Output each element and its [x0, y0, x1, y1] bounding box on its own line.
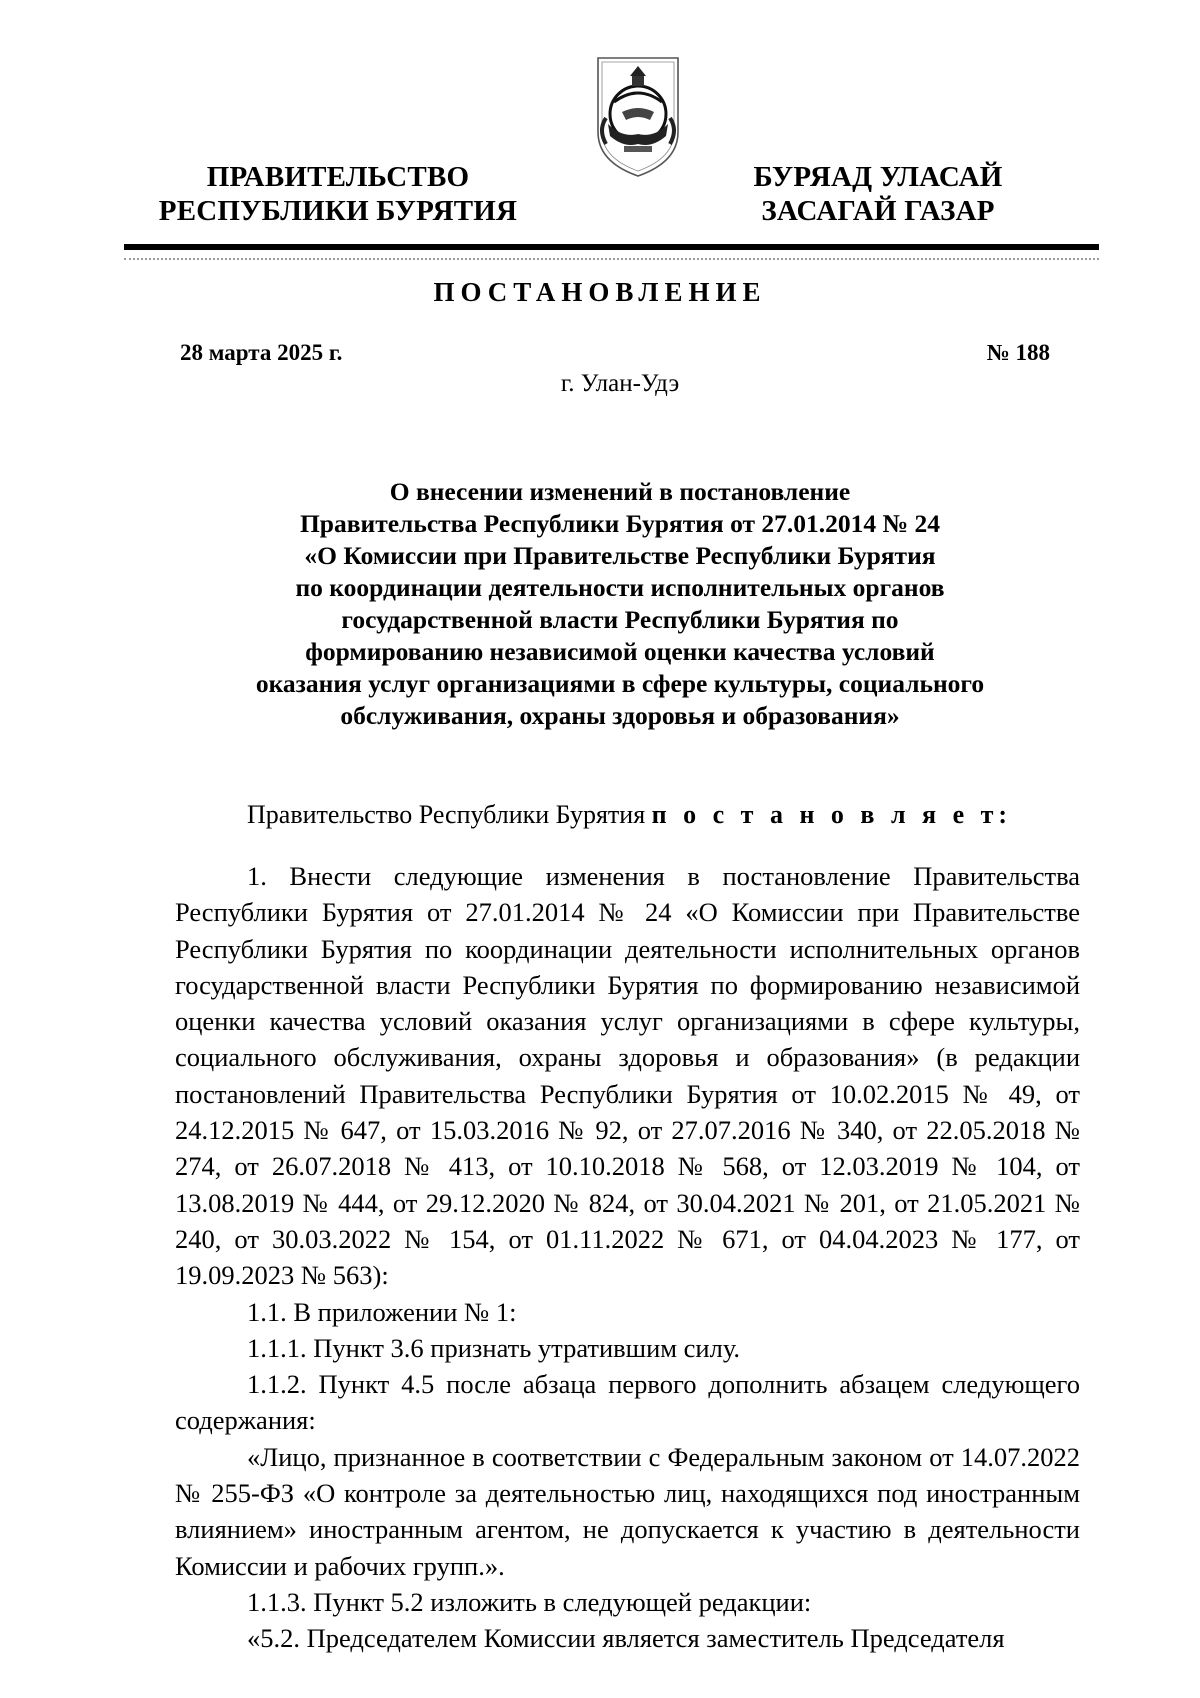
body-paragraph: 1.1. В приложении № 1:: [247, 1296, 517, 1327]
document-date: 28 марта 2025 г.: [180, 340, 343, 365]
header-right-line1: БУРЯАД УЛАСАЙ: [753, 161, 1003, 193]
government-name-ru: [128, 160, 548, 228]
preamble-decree: п о с т а н о в л я е т:: [651, 800, 1013, 829]
title-line: формированию независимой оценки качества условий: [305, 637, 935, 666]
coat-of-arms-icon: [592, 54, 684, 178]
title-line: Правительства Республики Бурятия от 27.01.2014 № 24: [299, 509, 941, 538]
body-paragraph: «5.2. Председателем Комиссии является заместитель Председателя: [247, 1623, 1005, 1654]
header-left-line1: ПРАВИТЕЛЬСТВО: [206, 161, 470, 193]
title-line: оказания услуг организациями в сфере культуры, социального: [255, 669, 985, 698]
header-right-line2: ЗАСАГАЙ ГАЗАР: [761, 195, 995, 227]
header-divider-thin: [124, 258, 1099, 260]
document-title: [150, 476, 1090, 732]
preamble: [247, 800, 1012, 830]
body-paragraph: 1.1.3. Пункт 5.2 изложить в следующей редакции:: [247, 1586, 812, 1617]
title-line: обслуживания, охраны здоровья и образования»: [340, 701, 900, 730]
title-line: «О Комиссии при Правительстве Республики Бурятия: [304, 541, 936, 570]
body-paragraph: 1.1.2. Пункт 4.5 после абзаца первого дополнить абзацем следующего содержания:: [175, 1369, 1080, 1436]
title-line: О внесении изменений в постановление: [389, 477, 851, 506]
header-divider-thick: [124, 244, 1099, 250]
header-left-line2: РЕСПУБЛИКИ БУРЯТИЯ: [158, 195, 518, 227]
government-name-bua: [708, 160, 1048, 228]
document-city: г. Улан-Удэ: [560, 370, 680, 397]
title-line: государственной власти Республики Бурятия по: [341, 605, 899, 634]
preamble-text: Правительство Республики Бурятия: [247, 800, 646, 829]
document-number: № 188: [986, 340, 1050, 365]
document-type: ПОСТАНОВЛЕНИЕ: [433, 277, 767, 307]
title-line: по координации деятельности исполнительных органов: [295, 573, 945, 602]
body-paragraph: 1.1.1. Пункт 3.6 признать утратившим силу.: [247, 1332, 741, 1363]
document-body: [175, 858, 1080, 1657]
body-paragraph: «Лицо, признанное в соответствии с Федеральным законом от 14.07.2022 № 255-ФЗ «О контроле за деятельностью лиц, находящихся под иностранным влиянием» иностранным агентом, не допускается к участию в деятельности Комиссии и рабочих групп.».: [175, 1441, 1080, 1581]
body-paragraph: 1. Внести следующие изменения в постановление Правительства Республики Бурятия от 27.01.2014 № 24 «О Комиссии при Правительстве Республики Бурятия по координации деятельности исполнительных органов государственной власти Республики Бурятия по формированию независимой оценки качества условий оказания услуг организациями в сфере культуры, социального обслуживания, охраны здоровья и образования» (в редакции постановлений Правительства Республики Бурятия от 10.02.2015 № 49, от 24.12.2015 № 647, от 15.03.2016 № 92, от 27.07.2016 № 340, от 22.05.2018 № 274, от 26.07.2018 № 413, от 10.10.2018 № 568, от 12.03.2019 № 104, от 13.08.2019 № 444, от 29.12.2020 № 824, от 30.04.2021 № 201, от 21.05.2021 № 240, от 30.03.2022 № 154, от 01.11.2022 № 671, от 04.04.2023 № 177, от 19.09.2023 № 563):: [175, 861, 1080, 1291]
